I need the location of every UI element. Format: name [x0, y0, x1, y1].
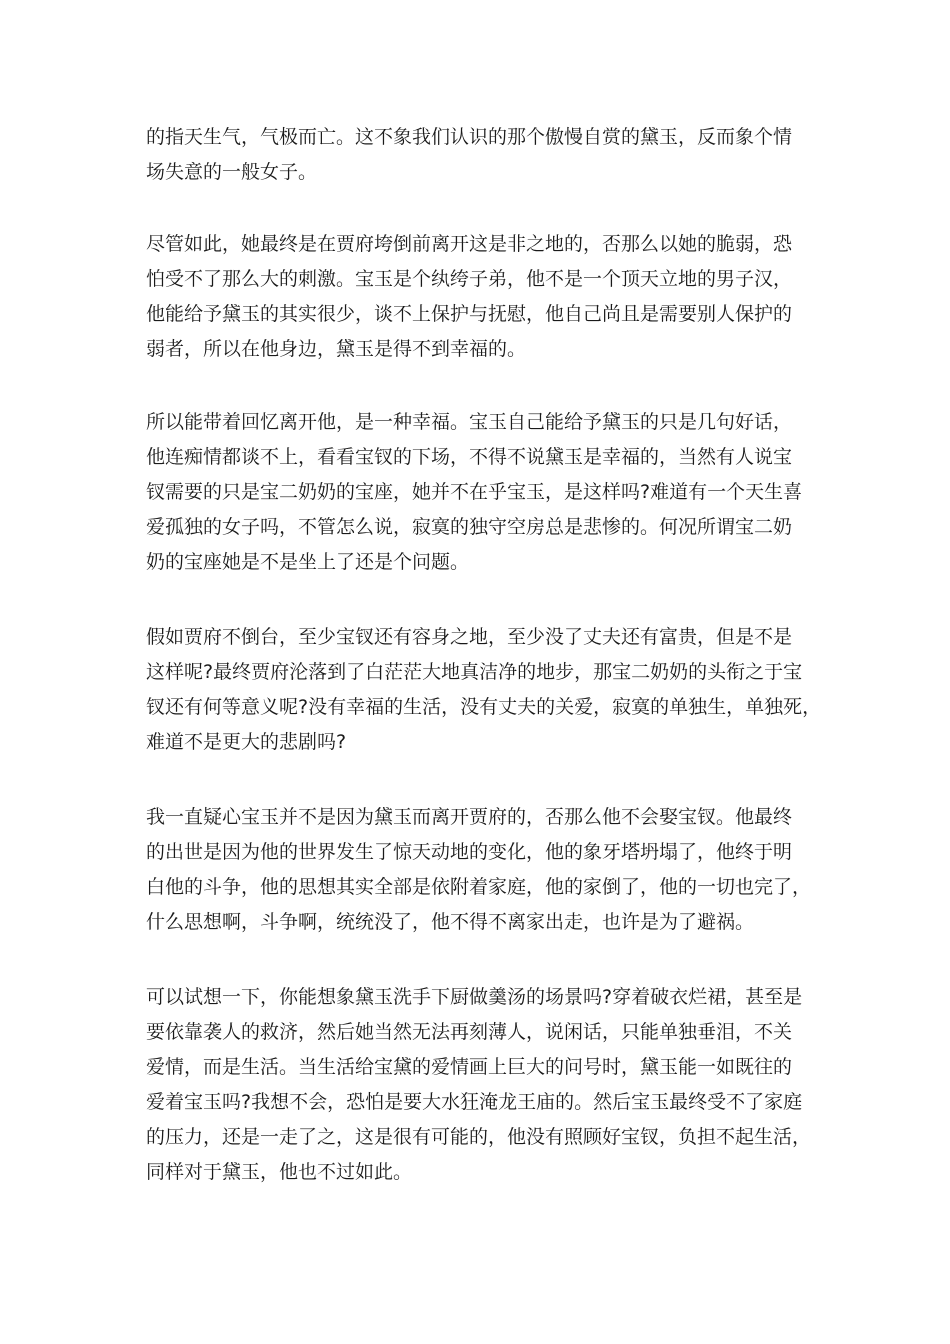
paragraph-4 [146, 620, 822, 760]
text-line: 同样对于黛玉，他也不过如此。 [146, 1161, 413, 1183]
paragraph-6 [146, 980, 816, 1190]
text-line: 的指天生气，气极而亡。这不象我们认识的那个傲慢自赏的黛玉，反而象个情 [146, 126, 793, 148]
text-line: 他连痴情都谈不上，看看宝钗的下场，不得不说黛玉是幸福的，当然有人说宝 [146, 446, 793, 468]
paragraph-3 [146, 405, 816, 580]
text-line: 场失意的一般女子。 [146, 161, 318, 183]
text-line: 爱情，而是生活。当生活给宝黛的爱情画上巨大的问号时，黛玉能一如既往的 [146, 1056, 793, 1078]
paragraph-5 [146, 800, 816, 940]
text-line: 这样呢?最终贾府沦落到了白茫茫大地真洁净的地步，那宝二奶奶的头衔之于宝 [146, 661, 803, 683]
paragraph-1 [146, 120, 816, 190]
text-line: 假如贾府不倒台，至少宝钗还有容身之地，至少没了丈夫还有富贵，但是不是 [146, 626, 793, 648]
paragraph-2 [146, 227, 816, 367]
text-line: 我一直疑心宝玉并不是因为黛玉而离开贾府的，否那么他不会娶宝钗。他最终 [146, 806, 793, 828]
text-line: 所以能带着回忆离开他，是一种幸福。宝玉自己能给予黛玉的只是几句好话， [146, 411, 793, 433]
text-line: 的压力，还是一走了之，这是很有可能的，他没有照顾好宝钗，负担不起生活， [146, 1126, 812, 1148]
text-line: 他能给予黛玉的其实很少，谈不上保护与抚慰，他自己尚且是需要别人保护的 [146, 303, 793, 325]
text-line: 怕受不了那么大的刺激。宝玉是个纨绔子弟，他不是一个顶天立地的男子汉， [146, 268, 793, 290]
text-line: 的出世是因为他的世界发生了惊天动地的变化，他的象牙塔坍塌了，他终于明 [146, 841, 793, 863]
text-line: 钗需要的只是宝二奶奶的宝座，她并不在乎宝玉，是这样吗?难道有一个天生喜 [146, 481, 803, 503]
text-line: 可以试想一下，你能想象黛玉洗手下厨做羹汤的场景吗?穿着破衣烂裙，甚至是 [146, 986, 803, 1008]
text-line: 钗还有何等意义呢?没有幸福的生活，没有丈夫的关爱，寂寞的单独生，单独死， [146, 696, 822, 718]
text-line: 白他的斗争，他的思想其实全部是依附着家庭，他的家倒了，他的一切也完了， [146, 876, 812, 898]
text-line: 弱者，所以在他身边，黛玉是得不到幸福的。 [146, 338, 527, 360]
text-line: 爱孤独的女子吗，不管怎么说，寂寞的独守空房总是悲惨的。何况所谓宝二奶 [146, 516, 793, 538]
text-line: 难道不是更大的悲剧吗? [146, 731, 347, 753]
text-line: 爱着宝玉吗?我想不会，恐怕是要大水狂淹龙王庙的。然后宝玉最终受不了家庭 [146, 1091, 803, 1113]
text-line: 要依靠袭人的救济，然后她当然无法再刻薄人，说闲话，只能单独垂泪，不关 [146, 1021, 793, 1043]
text-line: 尽管如此，她最终是在贾府垮倒前离开这是非之地的，否那么以她的脆弱，恐 [146, 233, 793, 255]
text-line: 奶的宝座她是不是坐上了还是个问题。 [146, 551, 470, 573]
text-line: 什么思想啊，斗争啊，统统没了，他不得不离家出走，也许是为了避祸。 [146, 911, 755, 933]
